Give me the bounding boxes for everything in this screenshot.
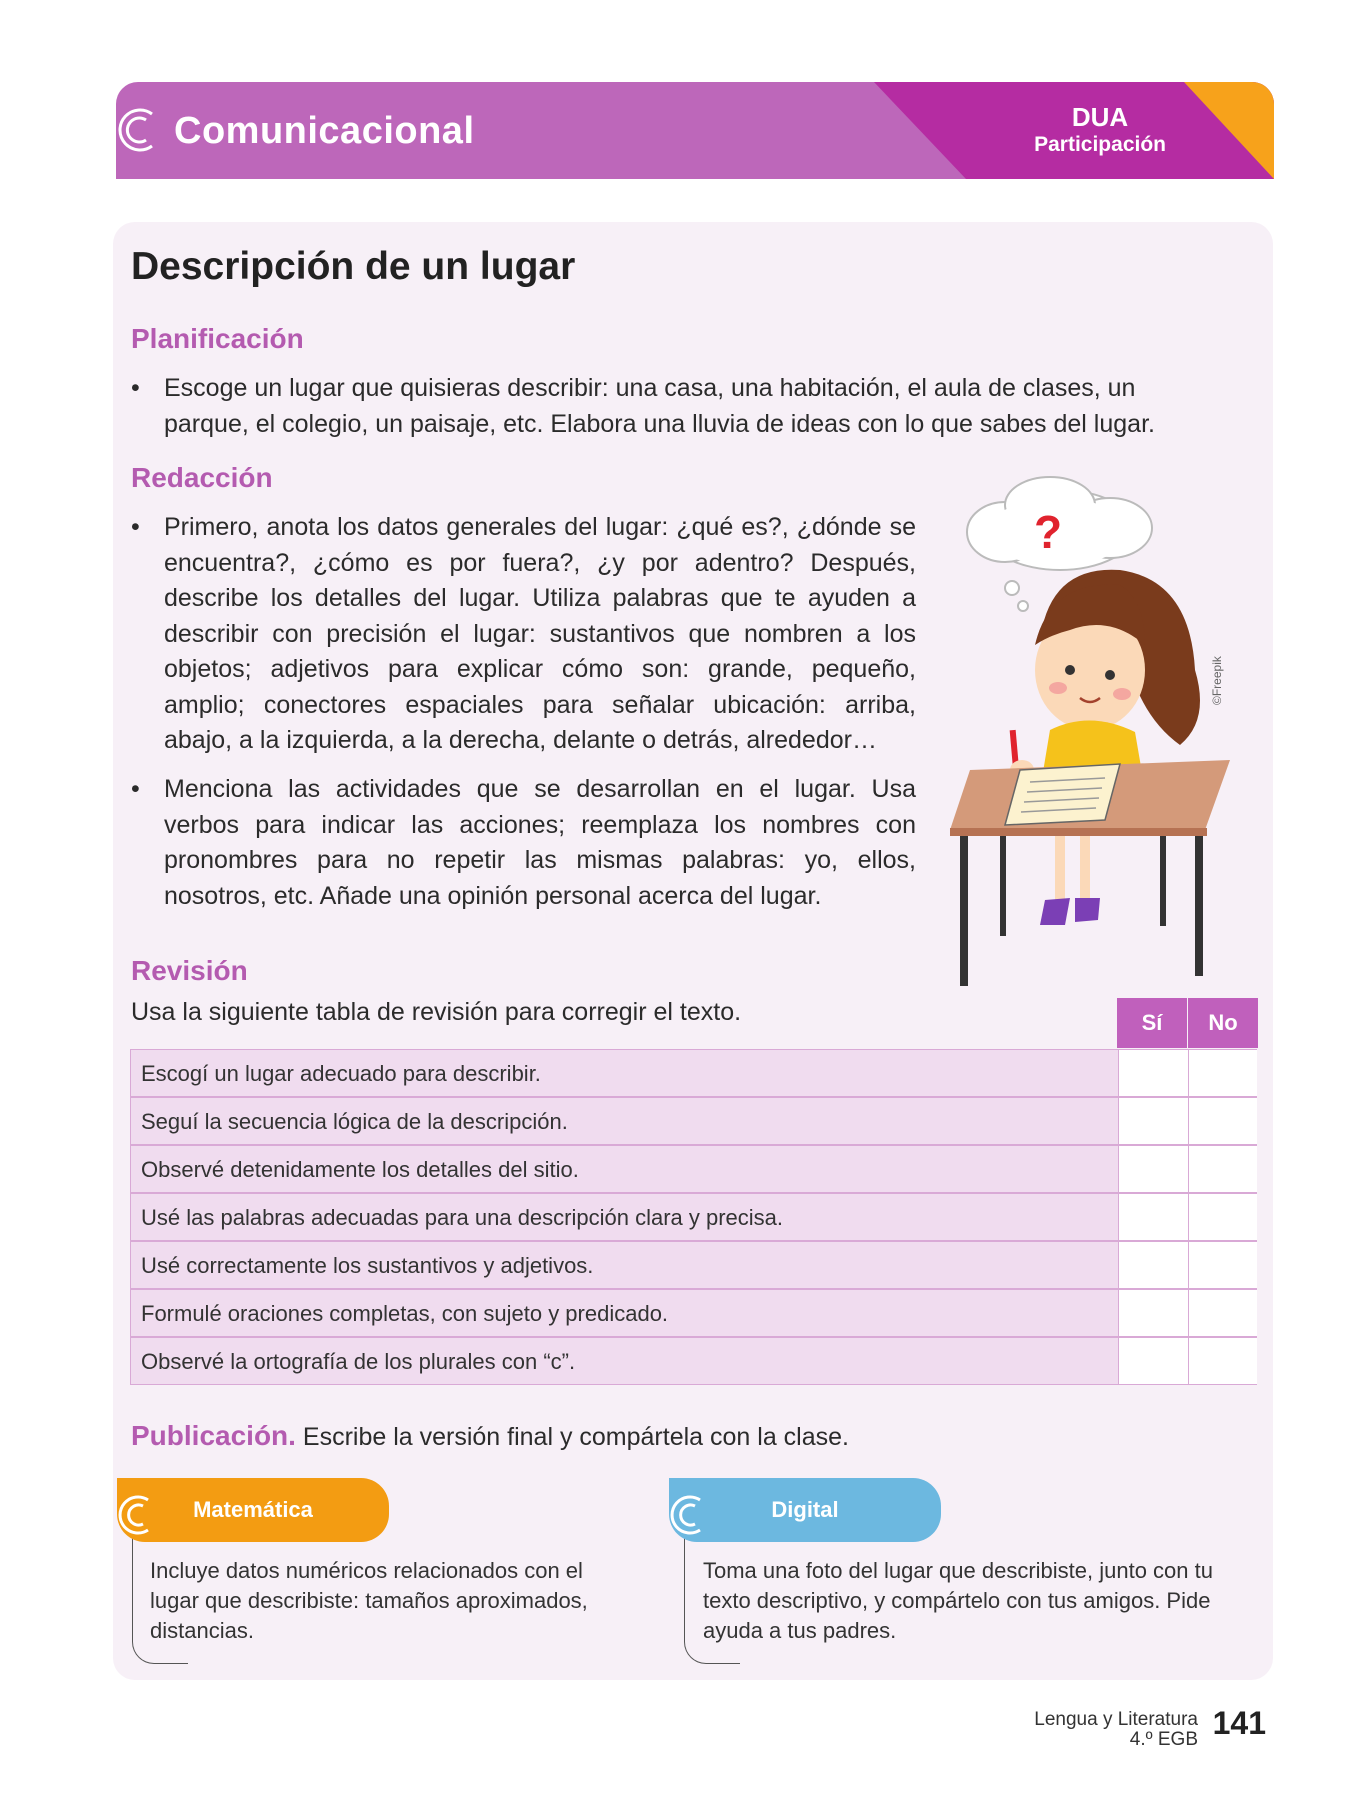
- dua-badge: [1034, 102, 1166, 158]
- math-pill: [117, 1478, 389, 1542]
- table-row: [130, 1289, 1257, 1337]
- table-row: [130, 1049, 1257, 1097]
- dua-subtitle: Participación: [1034, 133, 1166, 156]
- yes-checkbox-cell[interactable]: [1118, 1146, 1188, 1192]
- revision-heading: Revisión: [131, 955, 248, 986]
- planificacion-heading: Planificación: [131, 323, 304, 354]
- math-text: Incluye datos numéricos relacionados con el lugar que describiste: tamaños aproximados, distancias.: [150, 1558, 588, 1643]
- redaccion-text-2: Menciona las actividades que se desarrollan en el lugar. Usa verbos para indicar las acciones; reemplaza los nombres con pronombres para no repetir las mismas palabras: yo, ellos, nosotros, etc. Añade una opinión personal acerca del lugar.: [164, 775, 916, 910]
- no-checkbox-cell[interactable]: [1188, 1050, 1257, 1096]
- footer-grade: 4.º EGB: [1129, 1729, 1198, 1750]
- no-checkbox-cell[interactable]: [1188, 1290, 1257, 1336]
- row-label: Observé detenidamente los detalles del sitio.: [131, 1146, 1118, 1192]
- no-checkbox-cell[interactable]: [1188, 1242, 1257, 1288]
- page-number: 141: [1212, 1705, 1266, 1741]
- row-label: Observé la ortografía de los plurales con “c”.: [131, 1338, 1118, 1384]
- no-checkbox-cell[interactable]: [1188, 1146, 1257, 1192]
- question-mark: ?: [1034, 506, 1063, 558]
- bullet-dot: •: [131, 513, 140, 541]
- row-label: Escogí un lugar adecuado para describir.: [131, 1050, 1118, 1096]
- dua-title: DUA: [1071, 102, 1129, 132]
- no-checkbox-cell[interactable]: [1188, 1098, 1257, 1144]
- row-label: Usé correctamente los sustantivos y adjetivos.: [131, 1242, 1118, 1288]
- row-label: Formulé oraciones completas, con sujeto y predicado.: [131, 1290, 1118, 1336]
- table-row: [130, 1337, 1257, 1385]
- yes-checkbox-cell[interactable]: [1118, 1242, 1188, 1288]
- table-row: [130, 1241, 1257, 1289]
- math-c-icon: [116, 1490, 156, 1540]
- comunicacional-c-icon: [116, 104, 158, 156]
- table-row: [130, 1145, 1257, 1193]
- col-no-header: No: [1188, 998, 1258, 1048]
- header-banner: [116, 82, 1274, 179]
- digital-c-icon: [668, 1490, 708, 1540]
- yes-checkbox-cell[interactable]: [1118, 1098, 1188, 1144]
- col-yes-header: Sí: [1117, 998, 1187, 1048]
- table-row: [130, 1193, 1257, 1241]
- digital-pill: [669, 1478, 941, 1542]
- revision-intro: Usa la siguiente tabla de revisión para corregir el texto.: [131, 998, 742, 1026]
- illustration-credit: ©Freepik: [1210, 656, 1224, 705]
- redaccion-text-1: Primero, anota los datos generales del lugar: ¿qué es?, ¿dónde se encuentra?, ¿cómo es por fuera?, ¿y por adentro? Después, describe los detalles del lugar. Utiliza palabras que te ayuden a describir con precisión el lugar: sustantivos que nombren a los objetos; adjetivos para explicar cómo son: grande, pequeño, amplio; conectores espaciales para señalar ubicación: arriba, abajo, a la izquierda, a la derecha, delante o detrás, alrededor…: [164, 513, 916, 754]
- no-checkbox-cell[interactable]: [1188, 1194, 1257, 1240]
- no-checkbox-cell[interactable]: [1188, 1338, 1257, 1384]
- page-title: Descripción de un lugar: [131, 245, 576, 288]
- publicacion-line: [131, 1420, 849, 1452]
- planificacion-text: Escoge un lugar que quisieras describir: una casa, una habitación, el aula de clases, un parque, el colegio, un paisaje, etc. Elabora una lluvia de ideas con lo que sabes del lugar.: [164, 374, 1155, 438]
- bullet-dot: •: [131, 775, 140, 803]
- digital-text: Toma una foto del lugar que describiste, junto con tu texto descriptivo, y compártelo con tus amigos. Pide ayuda a tus padres.: [703, 1558, 1213, 1643]
- publicacion-text: Escribe la versión final y compártela con la clase.: [302, 1423, 849, 1451]
- publicacion-heading: Publicación.: [131, 1420, 296, 1451]
- footer-book-info: [1034, 1710, 1198, 1750]
- yes-checkbox-cell[interactable]: [1118, 1194, 1188, 1240]
- redaccion-heading: Redacción: [131, 462, 273, 493]
- footer-book: Lengua y Literatura: [1034, 1709, 1198, 1730]
- row-label: Seguí la secuencia lógica de la descripción.: [131, 1098, 1118, 1144]
- yes-checkbox-cell[interactable]: [1118, 1338, 1188, 1384]
- yes-checkbox-cell[interactable]: [1118, 1290, 1188, 1336]
- row-label: Usé las palabras adecuadas para una descripción clara y precisa.: [131, 1194, 1118, 1240]
- yes-checkbox-cell[interactable]: [1118, 1050, 1188, 1096]
- math-label: Matemática: [193, 1497, 313, 1522]
- digital-label: Digital: [771, 1497, 839, 1522]
- subject-title: Comunicacional: [174, 110, 475, 152]
- girl-writing-illustration: [930, 470, 1250, 990]
- bullet-dot: •: [131, 374, 140, 402]
- table-row: [130, 1097, 1257, 1145]
